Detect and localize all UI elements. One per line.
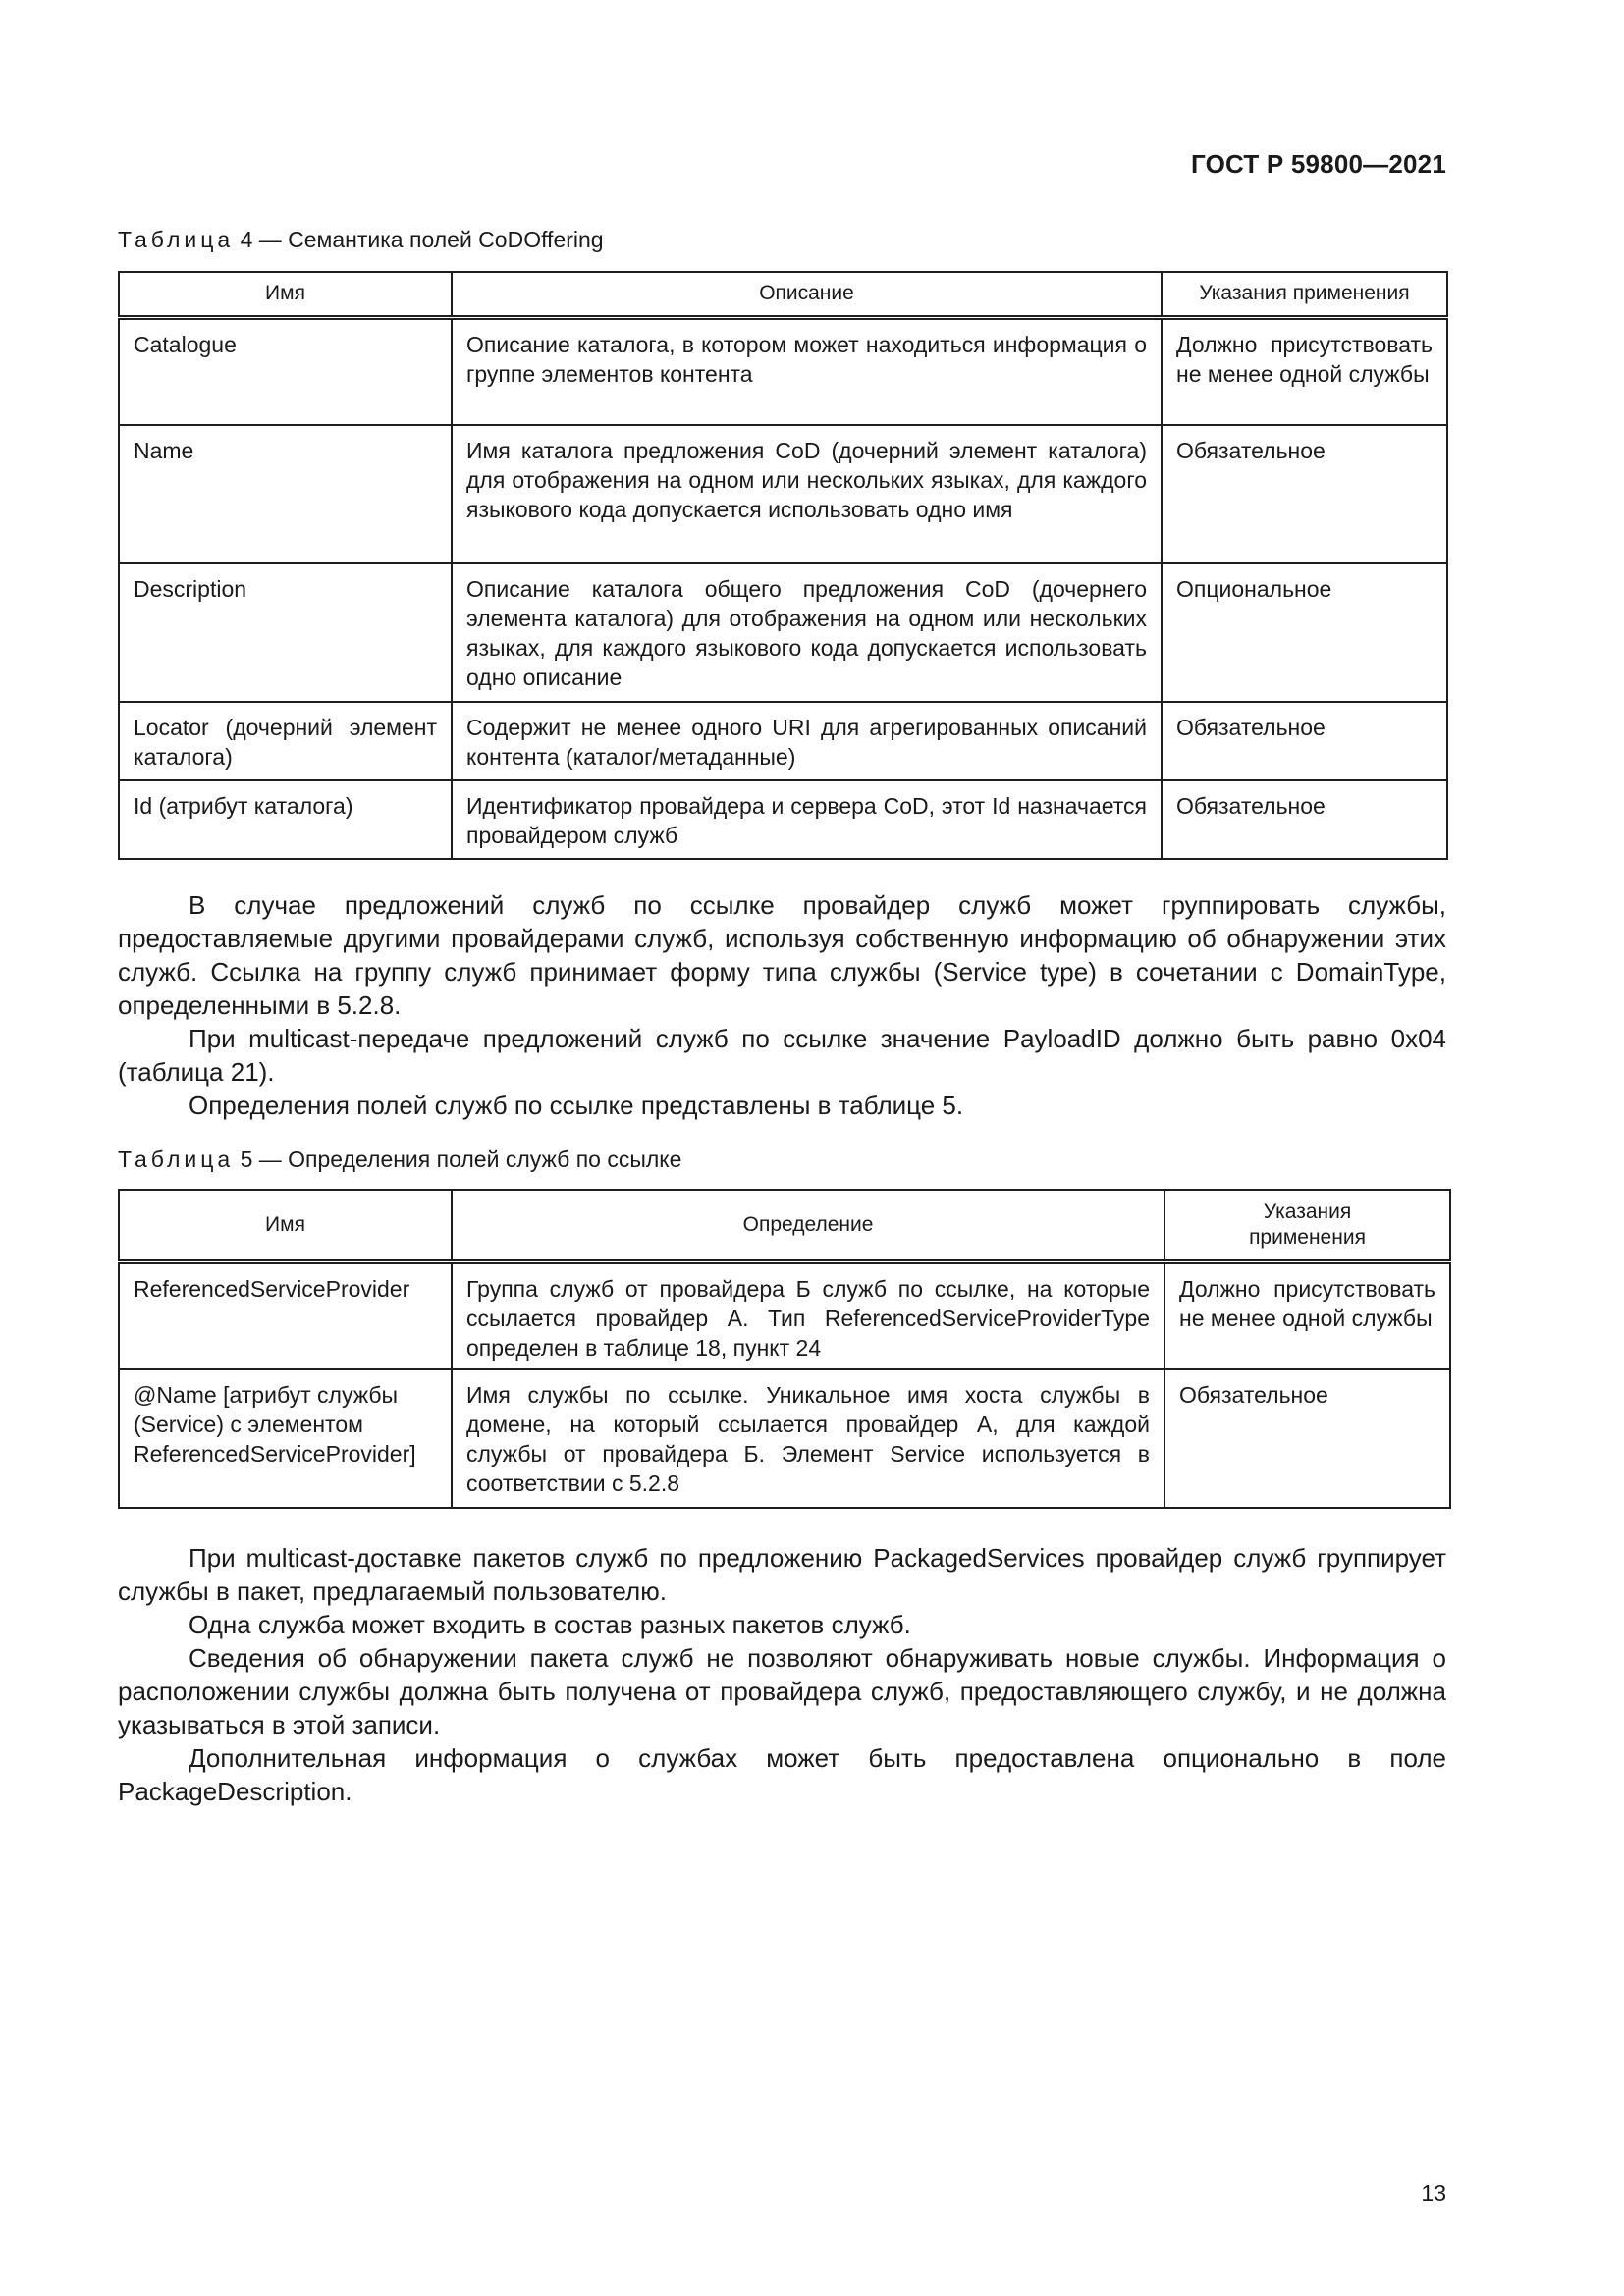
cell-name: Catalogue: [119, 317, 452, 425]
table5-caption: [118, 1147, 681, 1173]
cell-name: @Name [атрибут службы (Service) с элементом ReferencedServiceProvider]: [119, 1369, 452, 1508]
cell-name: Locator (дочерний элемент каталога): [119, 702, 452, 780]
paragraph: Определения полей служб по ссылке представлены в таблице 5.: [189, 1091, 964, 1120]
table-row: [119, 702, 1447, 780]
cell-description: Описание каталога общего предложения CoD (дочернего элемента каталога) для отображения на одном или нескольких языках, для каждого языкового кода допускается использовать одно описание: [452, 563, 1162, 702]
cell-definition: Имя службы по ссылке. Уникальное имя хоста службы в домене, на который ссылается провайдер А, для каждой службы от провайдера Б. Элемент Service используется в соответствии с 5.2.8: [452, 1369, 1164, 1508]
table-row: [119, 563, 1447, 702]
table4-caption-rest: 4 — Семантика полей CoDOffering: [234, 227, 604, 252]
cell-description: Описание каталога, в котором может находиться информация о группе элементов контента: [452, 317, 1162, 425]
table5-caption-prefix: Таблица: [118, 1147, 235, 1172]
body-text-2: [118, 1541, 1446, 1808]
table4-caption: [118, 227, 604, 253]
cell-definition: Группа служб от провайдера Б служб по ссылке, на которые ссылается провайдер А. Тип ReferencedServiceProviderType определен в таблице 18, пункт 24: [452, 1261, 1164, 1369]
cell-name: Name: [119, 425, 452, 563]
table4-header-description: Описание: [452, 272, 1162, 317]
table-row: [119, 425, 1447, 563]
table4-header-row: [119, 272, 1447, 317]
cell-usage: Должно присутствовать не менее одной службы: [1164, 1261, 1450, 1369]
cell-usage: Опциональное: [1162, 563, 1447, 702]
cell-description: Имя каталога предложения CoD (дочерний элемент каталога) для отображения на одном или нескольких языках, для каждого языкового кода допускается использовать одно имя: [452, 425, 1162, 563]
paragraph: Дополнительная информация о службах может быть предоставлена опционально в поле PackageDescription.: [118, 1743, 1446, 1806]
body-text-1: [118, 888, 1446, 1122]
cell-name: Id (атрибут каталога): [119, 780, 452, 859]
table-row: [119, 1369, 1450, 1508]
cell-description: Идентификатор провайдера и сервера CoD, этот Id назначается провайдером служб: [452, 780, 1162, 859]
table5-header-row: [119, 1190, 1450, 1261]
paragraph: При multicast-доставке пакетов служб по предложению PackagedServices провайдер служб группирует службы в пакет, предлагаемый пользователю.: [118, 1543, 1447, 1606]
cell-usage: Должно присутствовать не менее одной службы: [1162, 317, 1447, 425]
cell-usage: Обязательное: [1162, 425, 1447, 563]
page-number: 13: [1421, 2180, 1446, 2206]
table5-header-definition: Определение: [452, 1190, 1164, 1261]
table4-caption-prefix: Таблица: [118, 227, 235, 252]
table-row: [119, 317, 1447, 425]
cell-usage: Обязательное: [1162, 702, 1447, 780]
paragraph: В случае предложений служб по ссылке провайдер служб может группировать службы, предоставляемые другими провайдерами служб, используя собственную информацию об обнаружении этих служб. Ссылка на группу служб принимает форму типа службы (Service type) в сочетании с DomainType, определенными в 5.2.8.: [118, 890, 1446, 1020]
table5-caption-rest: 5 — Определения полей служб по ссылке: [234, 1147, 682, 1172]
paragraph: При multicast-передаче предложений служб по ссылке значение PayloadID должно быть равно 0x04 (таблица 21).: [118, 1024, 1446, 1087]
paragraph: Сведения об обнаружении пакета служб не позволяют обнаруживать новые службы. Информация о расположении службы должна быть получена от провайдера служб, предоставляющего службу, и не должна указываться в этой записи.: [118, 1643, 1446, 1739]
cell-usage: Обязательное: [1162, 780, 1447, 859]
standard-id: ГОСТ Р 59800—2021: [1191, 149, 1446, 179]
table-row: [119, 1261, 1450, 1369]
cell-usage: Обязательное: [1164, 1369, 1450, 1508]
table5-header-usage: Указания применения: [1164, 1190, 1450, 1261]
cell-name: Description: [119, 563, 452, 702]
table4-header-usage: Указания применения: [1162, 272, 1447, 317]
table-row: [119, 780, 1447, 859]
table5-header-name: Имя: [119, 1190, 452, 1261]
cell-name: ReferencedServiceProvider: [119, 1261, 452, 1369]
cell-description: Содержит не менее одного URI для агрегированных описаний контента (каталог/метаданные): [452, 702, 1162, 780]
table4-header-name: Имя: [119, 272, 452, 317]
table-4: [118, 271, 1448, 860]
paragraph: Одна служба может входить в состав разных пакетов служб.: [189, 1610, 911, 1639]
table-5: [118, 1189, 1451, 1509]
